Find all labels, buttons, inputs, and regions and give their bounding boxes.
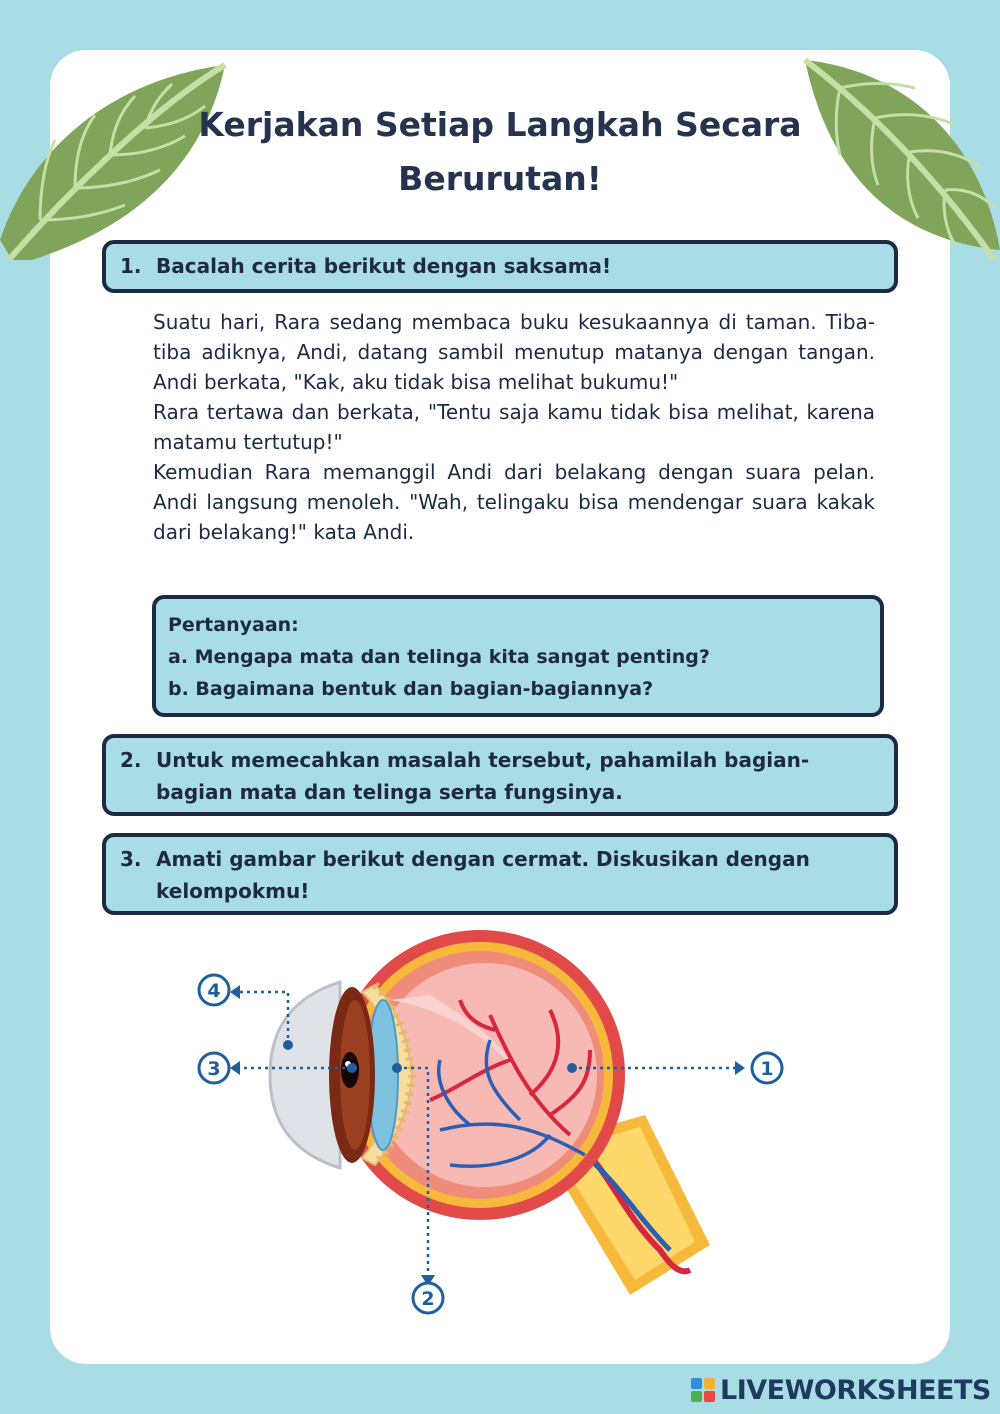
label-1 [752, 1053, 782, 1083]
questions-box [152, 595, 884, 717]
step-3-box [102, 833, 898, 915]
step-2-number: 2. [120, 748, 142, 772]
label-3-text: 3 [207, 1058, 221, 1080]
step-3-number: 3. [120, 847, 142, 871]
label-4-text: 4 [207, 980, 221, 1002]
story-paragraph: Kemudian Rara memanggil Andi dari belakang dengan suara pelan. Andi langsung menoleh. "Wah, telingaku bisa mendengar suara kakak dari belakang!" kata Andi. [153, 460, 875, 544]
story-paragraph: Rara tertawa dan berkata, "Tentu saja kamu tidak bisa melihat, karena matamu tertutup!" [153, 400, 875, 454]
eye-anatomy-diagram [190, 920, 790, 1320]
label-1-text: 1 [760, 1058, 774, 1080]
liveworksheets-logo-icon [690, 1377, 716, 1403]
label-2 [413, 1283, 443, 1313]
story-text [153, 307, 875, 547]
page-title: Kerjakan Setiap Langkah Secara Berurutan! [198, 105, 802, 198]
step-1-number: 1. [120, 254, 142, 278]
question-b: b. Bagaimana bentuk dan bagian-bagiannya? [168, 678, 654, 700]
label-2-text: 2 [421, 1288, 435, 1310]
step-3-text: Amati gambar berikut dengan cermat. Diskusikan dengan kelompokmu! [156, 847, 810, 903]
story-paragraph: Suatu hari, Rara sedang membaca buku kesukaannya di taman. Tiba-tiba adiknya, Andi, datang sambil menutup matanya dengan tangan. Andi berkata, "Kak, aku tidak bisa melihat bukumu!" [153, 310, 875, 394]
brand-footer [690, 1372, 991, 1408]
label-3 [199, 1053, 229, 1083]
brand-name: LIVEWORKSHEETS [720, 1374, 991, 1406]
label-4 [199, 975, 229, 1005]
step-2-box [102, 734, 898, 816]
step-1-box [102, 240, 898, 293]
step-1-text: Bacalah cerita berikut dengan saksama! [156, 254, 612, 278]
step-2-text: Untuk memecahkan masalah tersebut, pahamilah bagian-bagian mata dan telinga serta fungsinya. [156, 748, 810, 804]
questions-heading: Pertanyaan: [168, 614, 299, 636]
question-a: a. Mengapa mata dan telinga kita sangat penting? [168, 646, 710, 668]
